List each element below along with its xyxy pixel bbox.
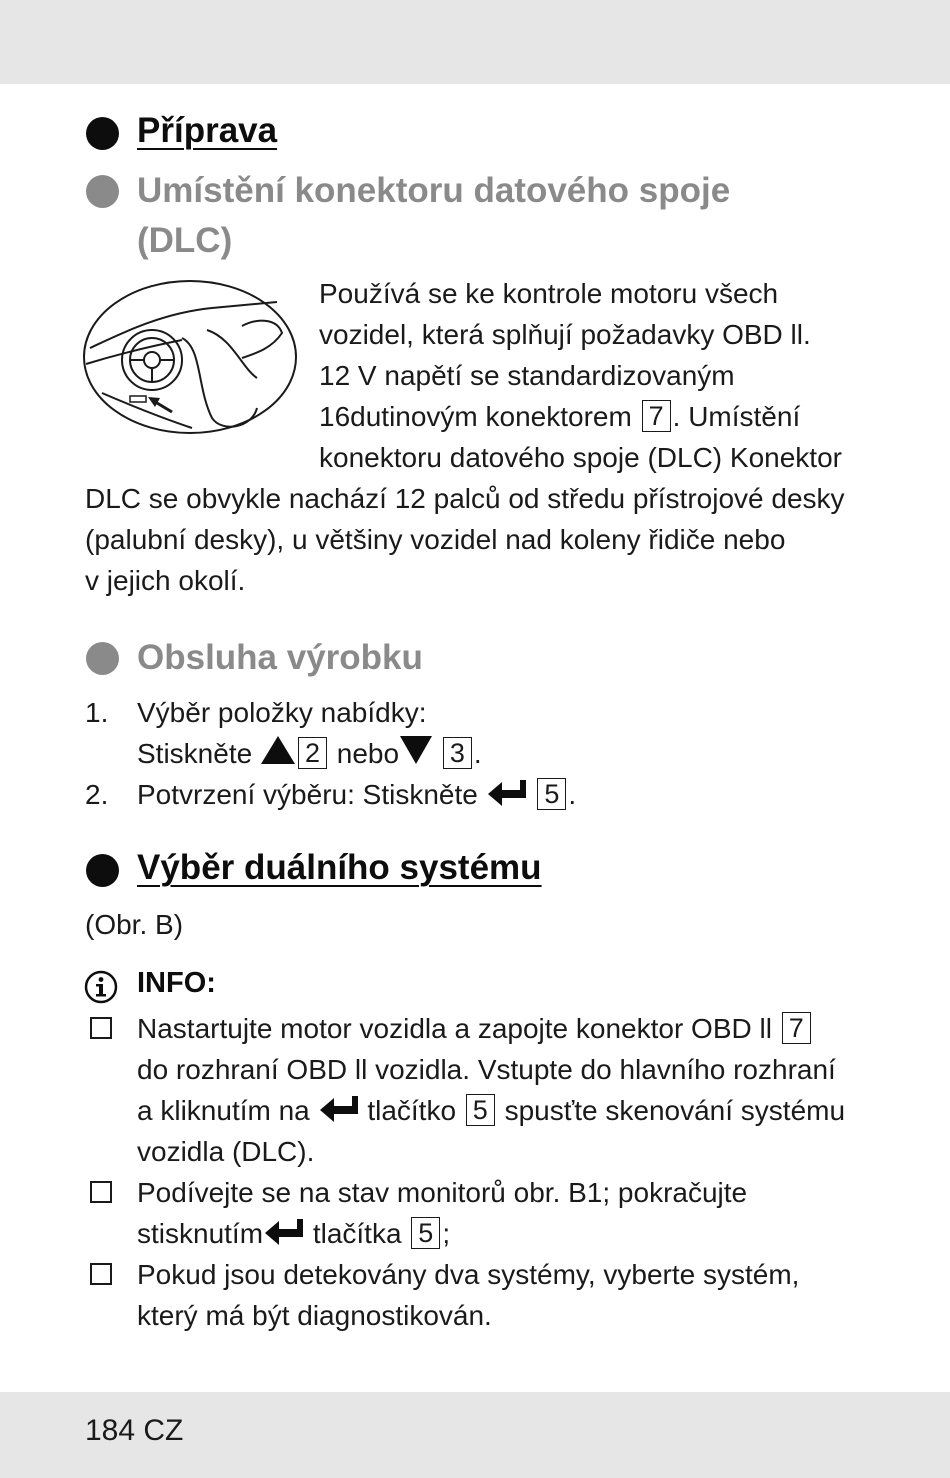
header-band — [0, 0, 950, 84]
dlc-para-line4-a: 16dutinovým konektorem — [319, 401, 632, 432]
item2-line2 — [137, 1213, 450, 1254]
step1-number: 1. — [85, 697, 109, 728]
figure-reference: (Obr. B) — [85, 909, 184, 940]
dlc-para-line5: konektoru datového spoje (DLC) Konektor — [319, 442, 842, 473]
heading-dual-system: Výběr duálního systému — [137, 848, 542, 887]
item1-line3-b: tlačítko — [367, 1095, 457, 1126]
step1-press: Stiskněte — [137, 738, 253, 769]
page-number: 184 CZ — [85, 1414, 184, 1447]
key-3-box: 3 — [443, 737, 472, 769]
dlc-para-line3: 12 V napětí se standardizovaným — [319, 360, 735, 391]
step1-or: nebo — [336, 738, 400, 769]
checkbox-icon — [90, 1017, 112, 1039]
enter-arrow-icon — [263, 1217, 305, 1247]
bullet-icon — [86, 117, 119, 150]
bullet-icon — [86, 642, 119, 675]
dlc-para-line4 — [319, 396, 800, 437]
step2-end: . — [568, 779, 577, 810]
item2-line2-a: stisknutím — [137, 1218, 264, 1249]
info-icon — [84, 970, 118, 1004]
step2-number: 2. — [85, 779, 109, 810]
key-2-box: 2 — [298, 737, 327, 769]
item1-line3-a: a kliknutím na — [137, 1095, 310, 1126]
dlc-para-line6: DLC se obvykle nachází 12 palců od středu přístrojové desky — [85, 483, 845, 514]
enter-arrow-icon — [318, 1094, 360, 1124]
item3-line1: Pokud jsou detekovány dva systémy, vyberte systém, — [137, 1259, 800, 1290]
dlc-para-line7: (palubní desky), u většiny vozidel nad koleny řidiče nebo — [85, 524, 786, 555]
item2-line2-c: ; — [442, 1218, 451, 1249]
step1-instruction — [137, 733, 482, 774]
item1-line3-c: spusťte skenování systému — [504, 1095, 846, 1126]
key-5-box: 5 — [466, 1094, 495, 1126]
step2-instruction — [137, 774, 576, 815]
heading-operation: Obsluha výrobku — [137, 638, 423, 677]
item1-line2: do rozhraní OBD ll vozidla. Vstupte do hlavního rozhraní — [137, 1054, 836, 1085]
step2-label: Potvrzení výběru: Stiskněte — [137, 779, 478, 810]
heading-priprava: Příprava — [137, 111, 278, 150]
dlc-para-line8: v jejich okolí. — [85, 565, 246, 596]
bullet-icon — [86, 175, 119, 208]
heading-dlc-location — [137, 166, 897, 266]
heading-dlc-line2: (DLC) — [137, 221, 233, 260]
item3-line2: který má být diagnostikován. — [137, 1300, 492, 1331]
dlc-para-line4-b: . Umístění — [672, 401, 801, 432]
dlc-para-line2: vozidel, která splňují požadavky OBD ll. — [319, 319, 811, 350]
step1-label: Výběr položky nabídky: — [137, 697, 427, 728]
item1-line1-text: Nastartujte motor vozidla a zapojte konektor OBD ll — [137, 1013, 772, 1044]
triangle-down-icon — [399, 735, 433, 765]
key-5-box: 5 — [411, 1217, 440, 1249]
key-7-box: 7 — [782, 1012, 811, 1044]
key-7-box: 7 — [642, 400, 671, 432]
checkbox-icon — [90, 1263, 112, 1285]
step1-end: . — [473, 738, 482, 769]
heading-dlc-line1: Umístění konektoru datového spoje — [137, 171, 731, 210]
item1-line3 — [137, 1090, 845, 1131]
item2-line2-b: tlačítka — [312, 1218, 402, 1249]
item1-line4: vozidla (DLC). — [137, 1136, 315, 1167]
dlc-para-line1: Používá se ke kontrole motoru všech — [319, 278, 779, 309]
bullet-icon — [86, 854, 119, 887]
item1-line1 — [137, 1008, 813, 1049]
info-label: INFO: — [137, 967, 216, 999]
checkbox-icon — [90, 1181, 112, 1203]
triangle-up-icon — [260, 735, 296, 765]
enter-arrow-icon — [486, 778, 528, 808]
item2-line1: Podívejte se na stav monitorů obr. B1; pokračujte — [137, 1177, 748, 1208]
car-dashboard-illustration — [82, 278, 302, 440]
key-5-box: 5 — [537, 778, 566, 810]
